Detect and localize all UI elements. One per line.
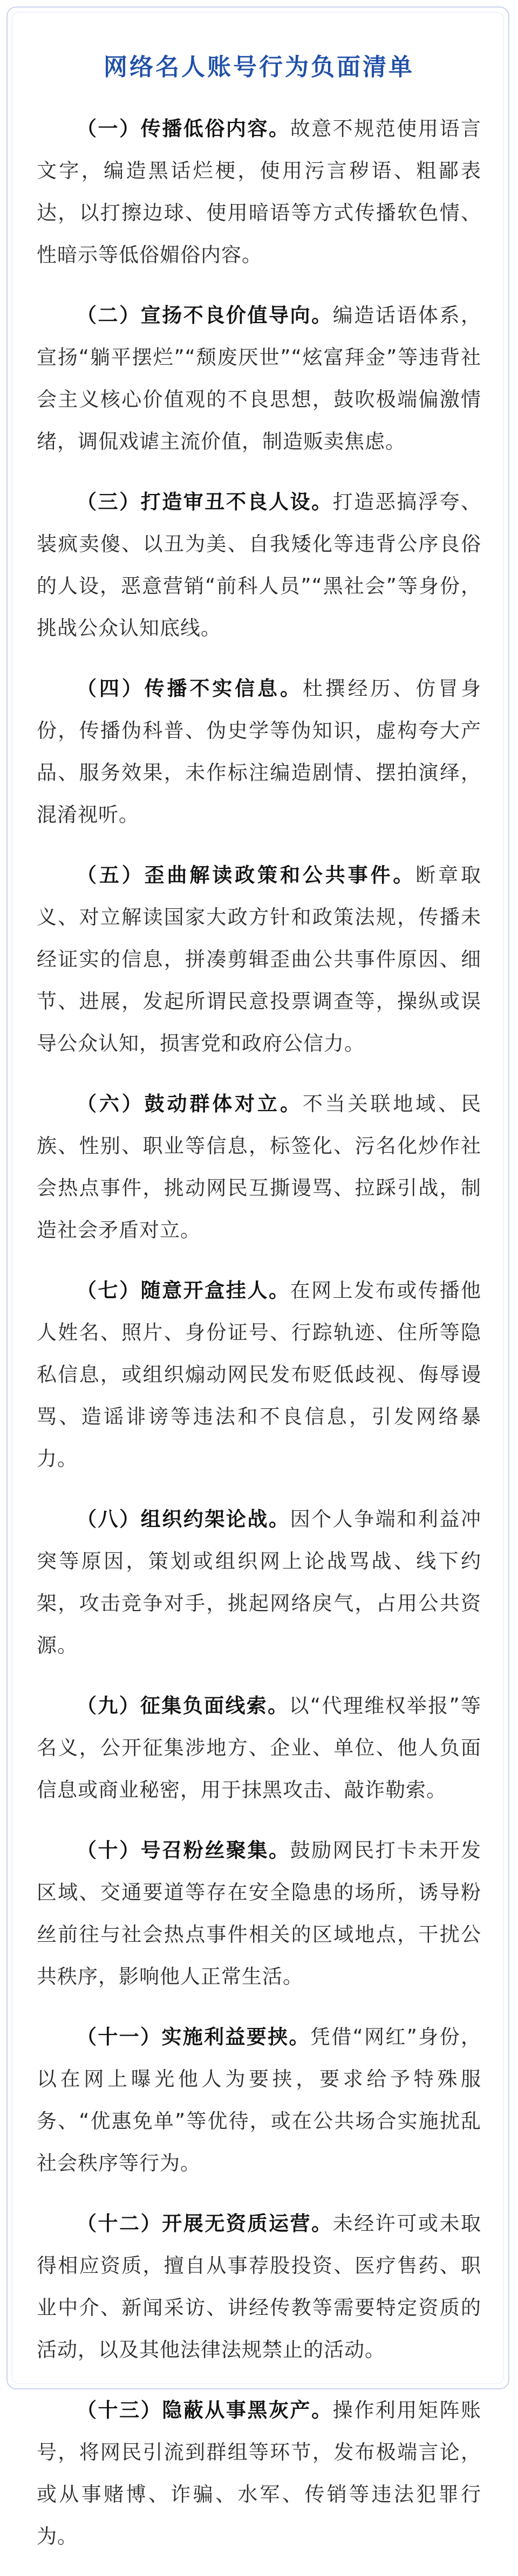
list-item [37,668,481,836]
item-heading: （十）号召粉丝聚集。 [77,1839,290,1862]
item-heading: （九）征集负面线索。 [77,1694,289,1717]
list-item [37,2203,481,2371]
list-item [37,481,481,649]
item-text: 凭借“网红”身份，以在网上曝光他人为要挟，要求给予特殊服务、“优惠免单”等优待，或在公共场合实施扰乱社会秩序等行为。 [37,2025,481,2175]
item-text: 操作利用矩阵账号，将网民引流到群组等环节，发布极端言论，或从事赌博、诈骗、水军、传销等违法犯罪行为。 [37,2399,482,2548]
list-item [37,1830,481,1998]
list-item [37,108,481,276]
item-heading: （二）宣扬不良价值导向。 [77,304,333,327]
item-heading: （三）打造审丑不良人设。 [77,490,333,513]
item-heading: （四）传播不实信息。 [77,677,303,700]
item-text: 故意不规范使用语言文字，编造黑话烂梗，使用污言秽语、粗鄙表达，以打擦边球、使用暗语等方式传播软色情、性暗示等低俗媚俗内容。 [37,117,482,266]
item-heading: （六）鼓动群体对立。 [77,1092,303,1115]
item-text: 不当关联地域、民族、性别、职业等信息，标签化、污名化炒作社会热点事件，挑动网民互撕谩骂、拉踩引战，制造社会矛盾对立。 [37,1092,482,1242]
document-body [37,108,481,2576]
list-item [37,1083,481,1251]
item-text: 杜撰经历、仿冒身份，传播伪科普、伪史学等伪知识，虚构夸大产品、服务效果，未作标注编造剧情、摆拍演绎，混淆视听。 [37,677,482,826]
item-text: 以“代理维权举报”等名义，公开征集涉地方、企业、单位、他人负面信息或商业秘密，用于抹黑攻击、敲诈勒索。 [37,1694,482,1801]
item-heading: （十一）实施利益要挟。 [77,2025,310,2049]
item-text: 在网上发布或传播他人姓名、照片、身份证号、行踪轨迹、住所等隐私信息，或组织煽动网民发布贬低歧视、侮辱谩骂、造谣诽谤等违法和不良信息，引发网络暴力。 [37,1279,482,1470]
list-item [37,2016,481,2184]
item-text: 断章取义、对立解读国家大政方针和政策法规，传播未经证实的信息，拼凑剪辑歪曲公共事件原因、细节、进展，发起所谓民意投票调查等，操纵或误导公众认知，损害党和政府公信力。 [37,864,481,1055]
item-text: 未经许可或未取得相应资质，擅自从事荐股投资、医疗售药、职业中介、新闻采访、讲经传教等需要特定资质的活动，以及其他法律法规禁止的活动。 [37,2212,482,2361]
list-item [37,1270,481,1480]
item-heading: （十三）隐蔽从事黑灰产。 [77,2399,333,2422]
item-heading: （八）组织约架论战。 [77,1508,290,1531]
list-item [37,1685,481,1811]
list-item [37,2389,481,2558]
item-heading: （十二）开展无资质运营。 [77,2212,333,2235]
item-text: 因个人争端和利益冲突等原因，策划或组织网上论战骂战、线下约架，攻击竞争对手，挑起网络戾气，占用公共资源。 [37,1508,482,1657]
item-heading: （五）歪曲解读政策和公共事件。 [77,864,416,887]
item-text: 编造话语体系，宣扬“躺平摆烂”“颓废厌世”“炫富拜金”等违背社会主义核心价值观的不良思想，鼓吹极端偏激情绪，调侃戏谑主流价值，制造贩卖焦虑。 [37,304,482,453]
list-item [37,1498,481,1667]
list-item [37,294,481,463]
item-text: 鼓励网民打卡未开发区域、交通要道等存在安全隐患的场所，诱导粉丝前往与社会热点事件相关的区域地点，干扰公共秩序，影响他人正常生活。 [37,1839,482,1988]
item-heading: （一）传播低俗内容。 [77,117,290,140]
item-text: 打造恶搞浮夸、装疯卖傻、以丑为美、自我矮化等违背公序良俗的人设，恶意营销“前科人员”“黑社会”等身份，挑战公众认知底线。 [37,490,482,640]
list-item [37,854,481,1065]
item-heading: （七）随意开盒挂人。 [77,1279,290,1302]
page-title: 网络名人账号行为负面清单 [104,53,414,81]
